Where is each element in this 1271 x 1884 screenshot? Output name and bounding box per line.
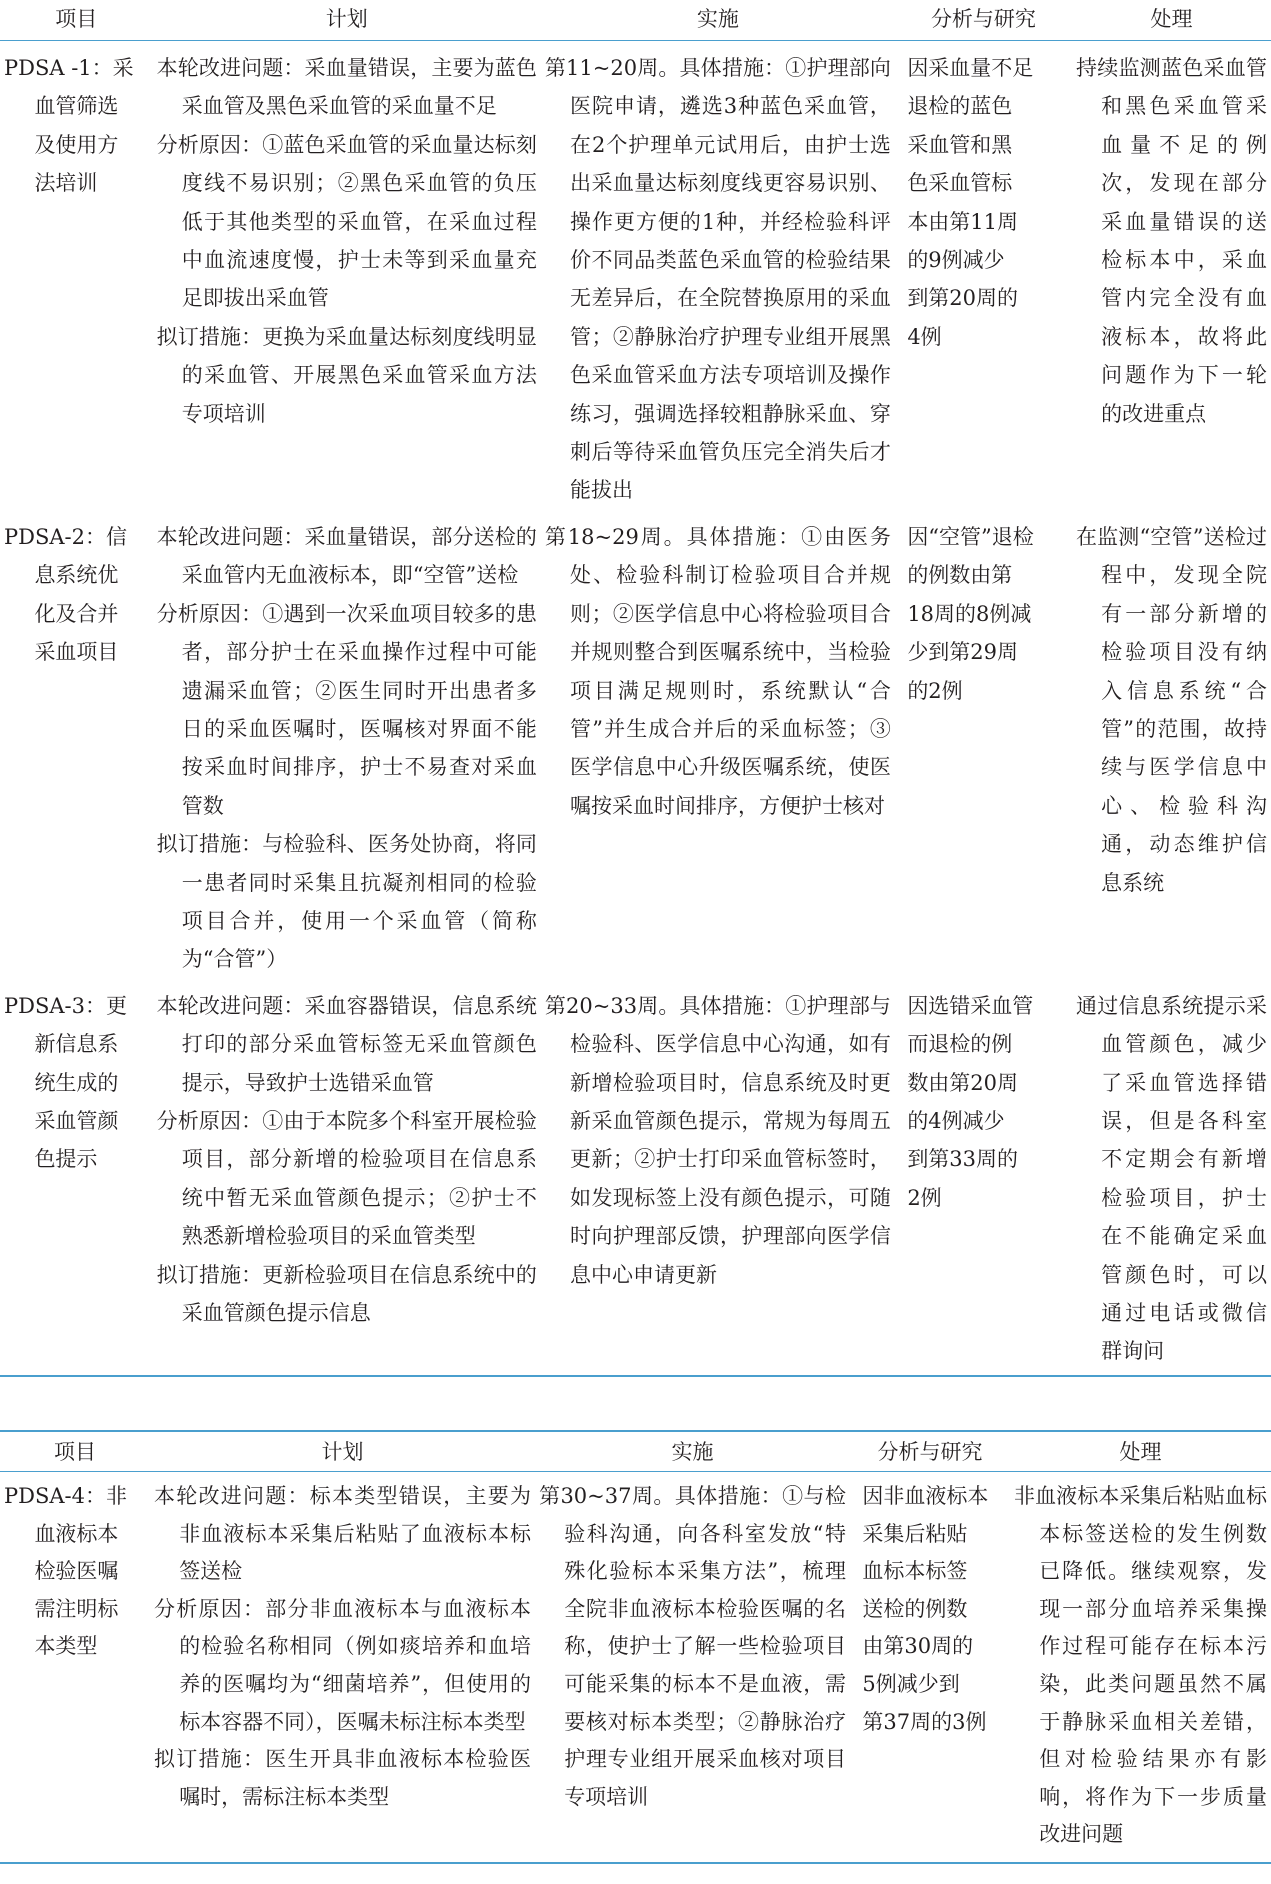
- plan-measures: 拟订措施：医生开具非血液标本检验医嘱时，需标注标本类型: [154, 1747, 531, 1809]
- table-header-row: [0, 0, 1271, 41]
- plan-problem: 本轮改进问题：采血容器错误，信息系统打印的部分采血管标签无采血管颜色提示，导致护士选错采血管: [156, 993, 537, 1095]
- handling-cell: 在监测“空管”送检过程中，发现全院有一部分新增的检验项目没有纳入信息系统“合管”的范围，故持续与医学信息中心、检验科沟通，动态维护信息系统: [1075, 524, 1267, 895]
- handling-cell: 非血液标本采集后粘贴血标本标签送检的发生例数已降低。继续观察，发现一部分血培养采集操作过程可能存在标本污染，此类问题虽然不属于静脉采血相关差错，但对检验结果亦有影响，将作为下一步质量改进问题: [1014, 1484, 1267, 1847]
- implementation-cell: 第30~37周。具体措施：①与检验科沟通，向各科室发放“特殊化验标本采集方法”，梳理全院非血液标本检验医嘱的名称，使护士了解一些检验项目可能采集的标本不是血液，需要核对标本类型；②静脉治疗护理专业组开展采血核对项目专项培训: [539, 1484, 846, 1809]
- header-plan: 计划: [153, 0, 541, 41]
- plan-problem: 本轮改进问题：采血量错误，部分送检的采血管内无血液标本，即“空管”送检: [156, 524, 537, 588]
- plan-cause: 分析原因：部分非血液标本与血液标本的检验名称相同（例如痰培养和血培养的医嘱均为“细菌培养”，但使用的标本容器不同），医嘱未标注标本类型: [154, 1596, 531, 1734]
- implementation-cell: 第20~33周。具体措施：①护理部与检验科、医学信息中心沟通，如有新增检验项目时，信息系统及时更新采血管颜色提示，常规为每周五更新；②护士打印采血管标签时，如发现标签上没有颜色提示，可随时向护理部反馈，护理部向医学信息中心申请更新: [544, 993, 891, 1287]
- header-implementation: 实施: [541, 0, 895, 41]
- header-project: 项目: [0, 1431, 150, 1472]
- header-analysis: 分析与研究: [850, 1431, 1010, 1472]
- plan-cell: [153, 41, 541, 514]
- pdsa-table-part-2: [0, 1430, 1271, 1864]
- plan-problem: 本轮改进问题：采血量错误，主要为蓝色采血管及黑色采血管的采血量不足: [156, 56, 537, 119]
- project-cell: PDSA-4：非 血液标本 检验医嘱 需注明标 本类型: [4, 1484, 127, 1659]
- plan-measures: 拟订措施：与检验科、医务处协商，将同一患者同时采集且抗凝剂相同的检验项目合并，使用一个采血管（简称为“合管”）: [156, 832, 537, 972]
- analysis-cell: 因非血液标本 采集后粘贴 血标本标签 送检的例数 由第30周的 5例减少到 第37周的3例: [862, 1484, 989, 1734]
- handling-cell: 通过信息系统提示采血管颜色，减少了采血管选择错误，但是各科室不定期会有新增检验项目，护士在不能确定采血管颜色时，可以通过电话或微信群询问: [1075, 993, 1267, 1364]
- header-implementation: 实施: [535, 1431, 850, 1472]
- plan-cause: 分析原因：①由于本院多个科室开展检验项目，部分新增的检验项目在信息系统中暂无采血管颜色提示；②护士不熟悉新增检验项目的采血管类型: [156, 1108, 537, 1249]
- plan-cause: 分析原因：①蓝色采血管的采血量达标刻度线不易识别；②黑色采血管的负压低于其他类型的采血管，在采血过程中血流速度慢，护士未等到采血量充足即拔出采血管: [156, 132, 537, 311]
- plan-cell: [150, 1472, 535, 1863]
- header-analysis: 分析与研究: [895, 0, 1072, 41]
- plan-cause: 分析原因：①遇到一次采血项目较多的患者，部分护士在采血操作过程中可能遗漏采血管；②医生同时开出患者多日的采血医嘱时，医嘱核对界面不能按采血时间排序，护士不易查对采血管数: [156, 601, 537, 818]
- plan-measures: 拟订措施：更换为采血量达标刻度线明显的采血管、开展黑色采血管采血方法专项培训: [156, 324, 537, 426]
- header-plan: 计划: [150, 1431, 535, 1472]
- plan-measures: 拟订措施：更新检验项目在信息系统中的采血管颜色提示信息: [156, 1262, 537, 1325]
- implementation-cell: 第18~29周。具体措施：①由医务处、检验科制订检验项目合并规则；②医学信息中心将检验项目合并规则整合到医嘱系统中，当检验项目满足规则时，系统默认“合管”并生成合并后的采血标签；③医学信息中心升级医嘱系统，使医嘱按采血时间排序，方便护士核对: [544, 524, 891, 818]
- plan-problem: 本轮改进问题：标本类型错误，主要为非血液标本采集后粘贴了血液标本标签送检: [154, 1484, 531, 1584]
- analysis-cell: 因“空管”退检 的例数由第 18周的8例减 少到第29周 的2例: [907, 524, 1034, 703]
- implementation-cell: 第11~20周。具体措施：①护理部向医院申请，遴选3种蓝色采血管，在2个护理单元试用后，由护士选出采血量达标刻度线更容易识别、操作更方便的1种，并经检验科评价不同品类蓝色采血管的检验结果无差异后，在全院替换原用的采血管；②静脉治疗护理专业组开展黑色采血管采血方法专项培训及操作练习，强调选择较粗静脉采血、穿刺后等待采血管负压完全消失后才能拔出: [544, 56, 891, 503]
- header-project: 项目: [0, 0, 153, 41]
- project-cell: PDSA-2：信 息系统优 化及合并 采血项目: [4, 524, 127, 665]
- table-row: [0, 983, 1271, 1376]
- header-handling: 处理: [1010, 1431, 1271, 1472]
- handling-cell: 持续监测蓝色采血管和黑色采血管采血量不足的例次，发现在部分采血量错误的送检标本中，采血管内完全没有血液标本，故将此问题作为下一轮的改进重点: [1075, 56, 1267, 426]
- table-row: [0, 514, 1271, 983]
- table-row: [0, 41, 1271, 514]
- table-header-row: [0, 1431, 1271, 1472]
- plan-cell: [153, 514, 541, 983]
- analysis-cell: 因选错采血管 而退检的例 数由第20周 的4例减少 到第33周的 2例: [907, 993, 1034, 1210]
- header-handling: 处理: [1072, 0, 1271, 41]
- project-cell: PDSA -1：采 血管筛选 及使用方 法培训: [4, 56, 134, 196]
- plan-cell: [153, 983, 541, 1376]
- project-cell: PDSA-3：更 新信息系 统生成的 采血管颜 色提示: [4, 993, 127, 1172]
- table-row: [0, 1472, 1271, 1863]
- analysis-cell: 因采血量不足 退检的蓝色 采血管和黑 色采血管标 本由第11周 的9例减少 到第20周的 4例: [907, 56, 1034, 349]
